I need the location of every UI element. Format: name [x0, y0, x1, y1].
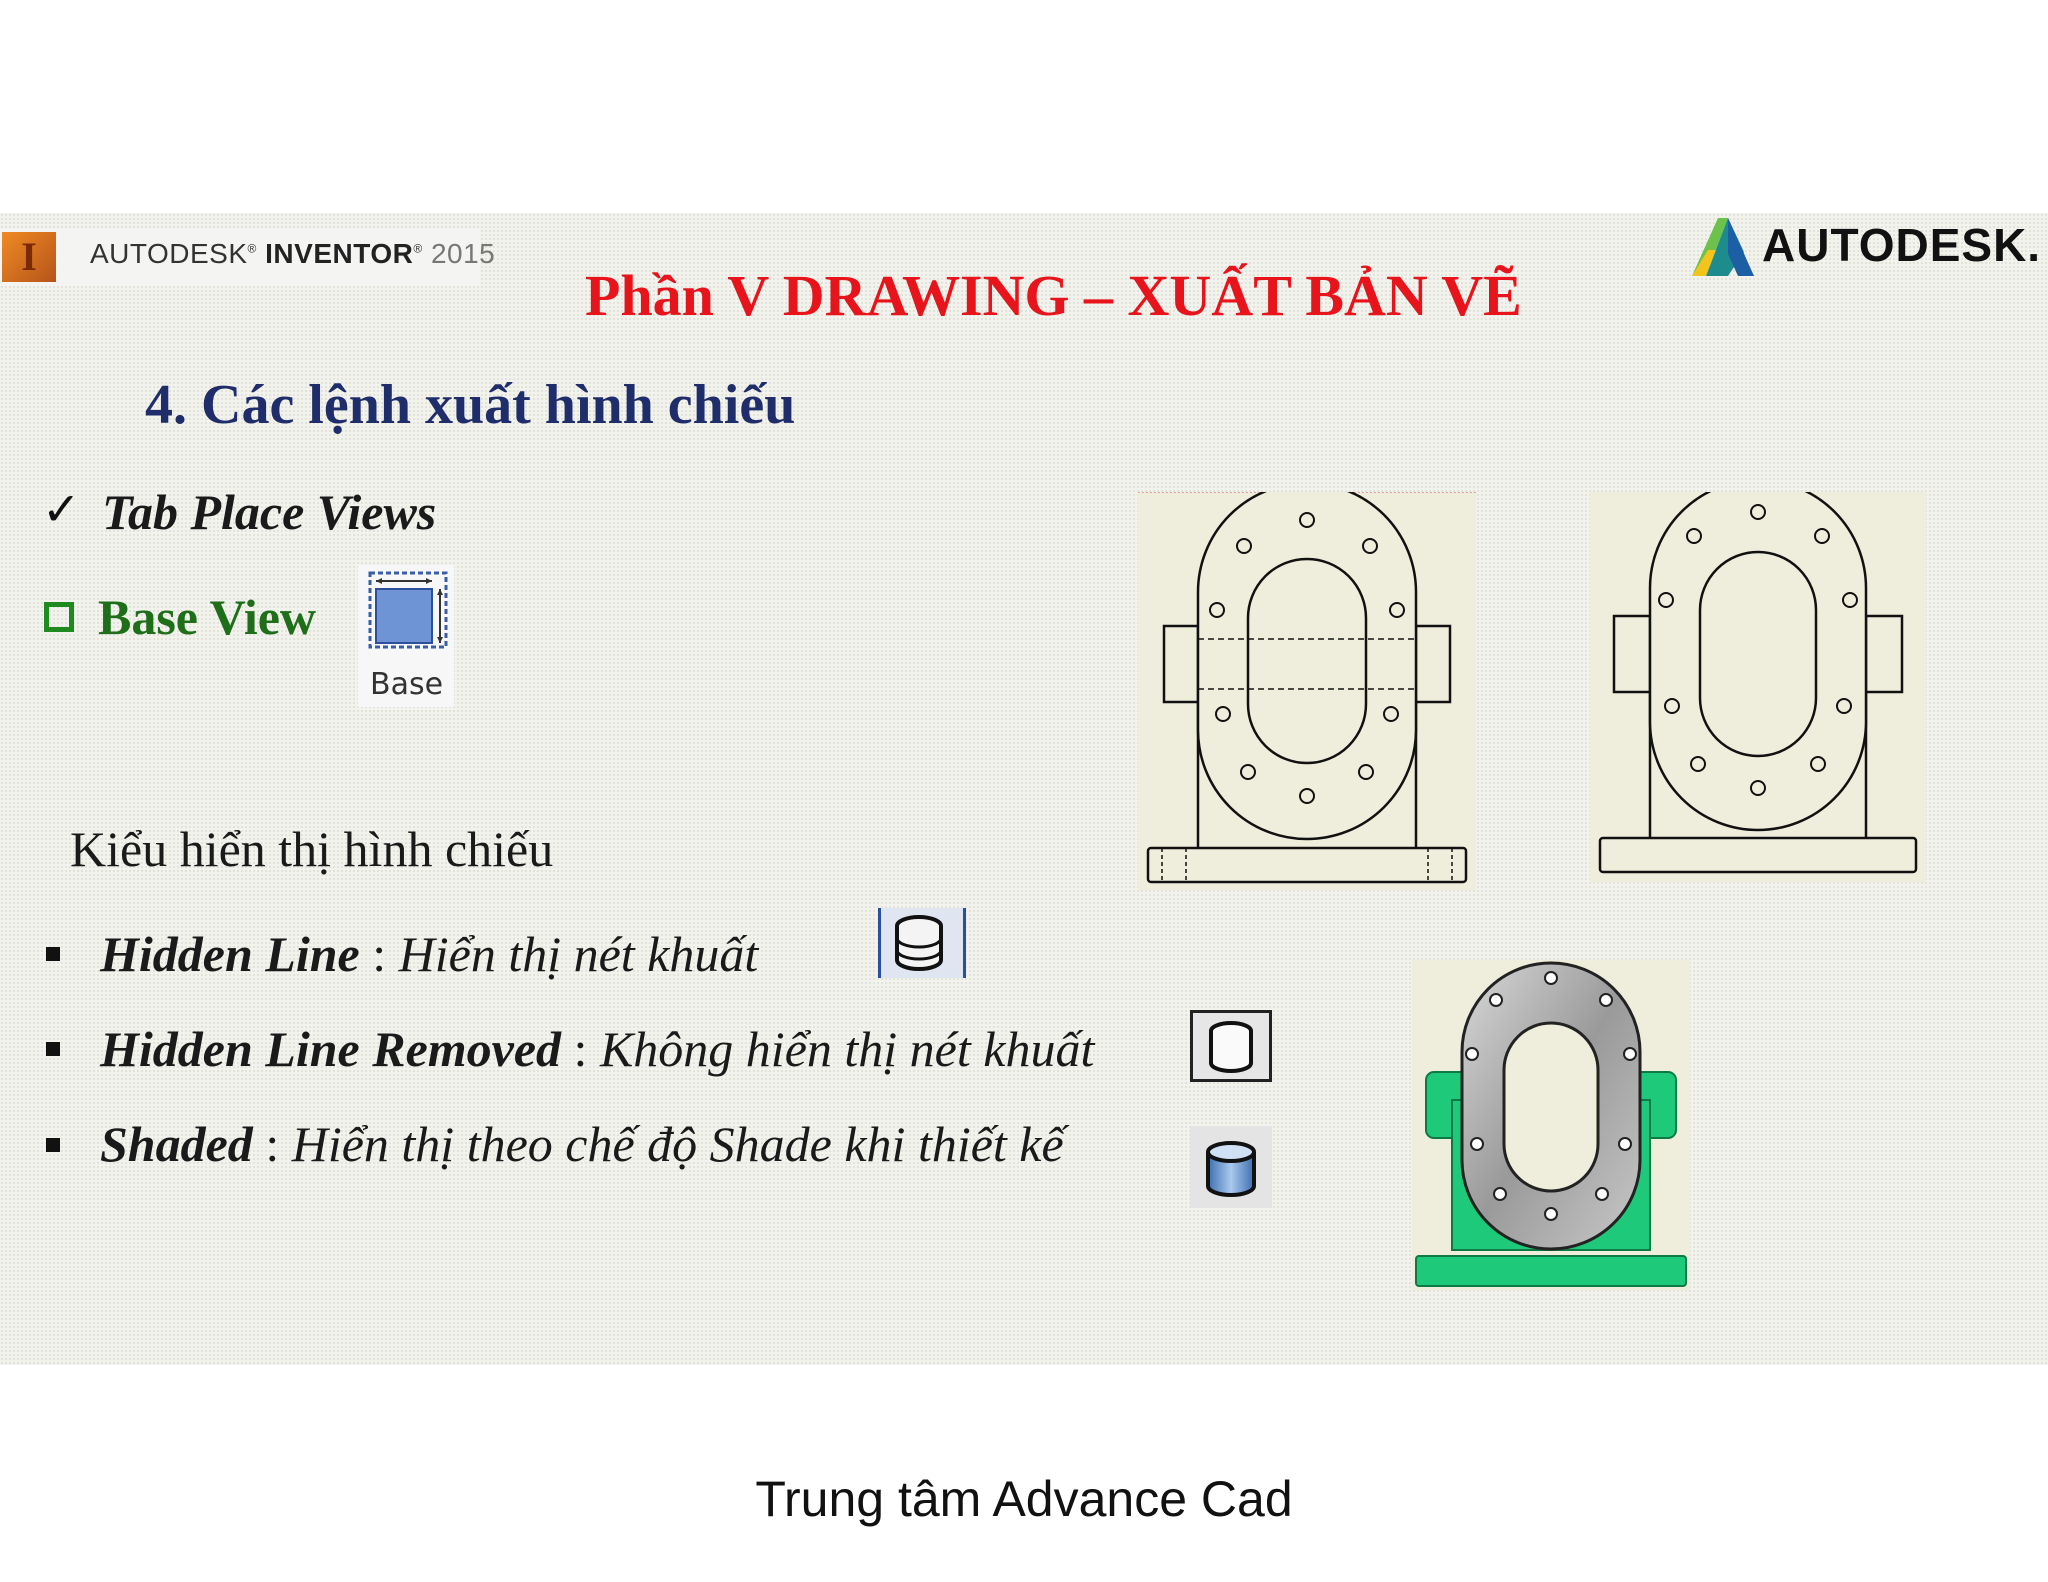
item-term: Hidden Line: [100, 926, 360, 982]
inventor-logo-icon: I: [2, 232, 56, 282]
slide-title: Phần V DRAWING – XUẤT BẢN VẼ: [585, 263, 1522, 328]
hidden-line-removed-icon: [1193, 1013, 1269, 1079]
hidden-line-button[interactable]: [878, 908, 966, 978]
list-item-shaded: [100, 1115, 1064, 1173]
item-description: Hiển thị nét khuất: [398, 926, 759, 982]
hidden-line-removed-button[interactable]: [1190, 1010, 1272, 1082]
autodesk-logo-icon: [1688, 214, 1758, 280]
display-types-heading: Kiểu hiển thị hình chiếu: [70, 821, 554, 877]
autodesk-wordmark: AUTODESK.: [1762, 219, 2042, 271]
hidden-line-view-drawing: [1138, 492, 1476, 890]
item-description: Không hiển thị nét khuất: [599, 1021, 1095, 1077]
list-item-hidden-line-removed: [100, 1020, 1094, 1078]
checkmark-icon: ✓: [42, 482, 81, 536]
base-button-label: Base: [370, 667, 444, 702]
inventor-product-name: AUTODESK® INVENTOR® 2015: [90, 238, 496, 269]
shaded-view-drawing: [1412, 960, 1690, 1290]
bullet-icon: [46, 1042, 60, 1056]
list-item-hidden-line: [100, 925, 758, 983]
hidden-line-icon: [881, 908, 957, 978]
item-description: Hiển thị theo chế độ Shade khi thiết kế: [291, 1116, 1064, 1172]
item-term: Shaded: [100, 1116, 253, 1172]
footer-text: Trung tâm Advance Cad: [755, 1471, 1293, 1527]
product-brand: AUTODESK: [90, 238, 248, 269]
shaded-button[interactable]: [1190, 1126, 1272, 1208]
hidden-line-removed-view-drawing: [1590, 492, 1926, 882]
base-view-icon: [358, 565, 454, 661]
shaded-icon: [1190, 1126, 1272, 1208]
item-separator: :: [252, 1116, 292, 1172]
section-subtitle: 4. Các lệnh xuất hình chiếu: [145, 374, 796, 436]
bullet-icon: [46, 1138, 60, 1152]
tab-place-views-label: Tab Place Views: [102, 484, 437, 540]
base-view-label: Base View: [98, 589, 317, 645]
product-name: INVENTOR: [265, 238, 414, 269]
checkbox-icon: [44, 602, 74, 632]
item-separator: :: [561, 1021, 600, 1077]
item-separator: :: [359, 926, 399, 982]
bullet-icon: [46, 947, 60, 961]
item-term: Hidden Line Removed: [100, 1021, 562, 1077]
product-year: 2015: [430, 238, 496, 269]
